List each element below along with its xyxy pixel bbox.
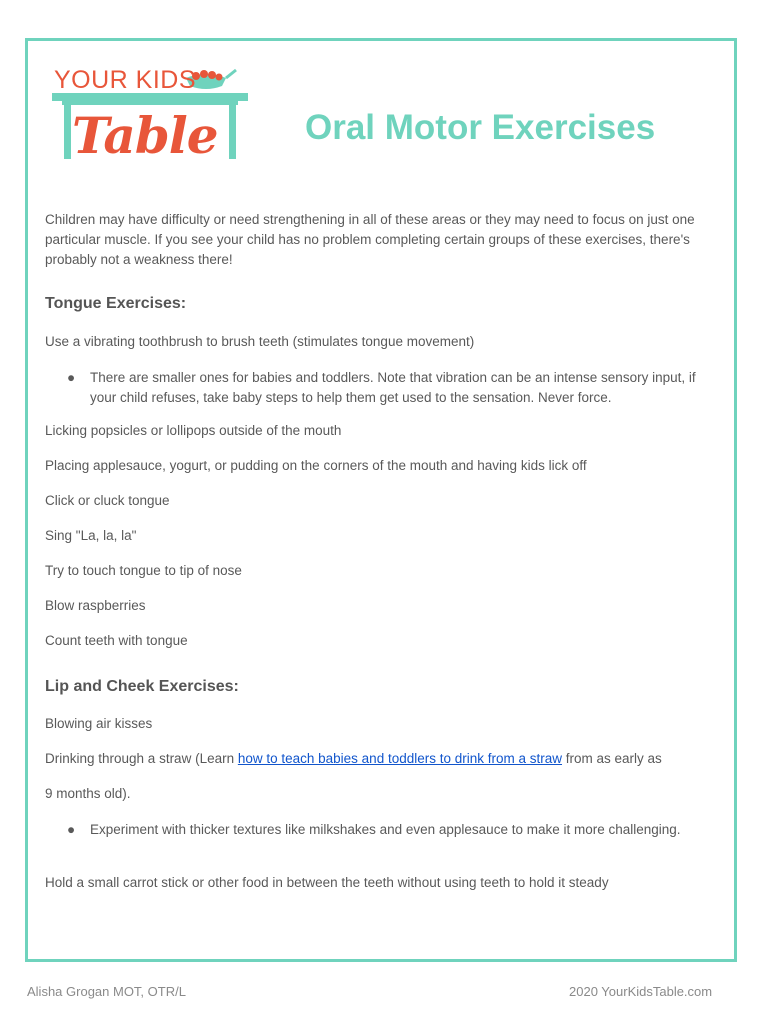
tongue-bullet: [67, 368, 707, 407]
intro-paragraph: Children may have difficulty or need strengthening in all of these areas or they may need to focus on just one particular muscle. If you see your child has no problem completing certain groups of these exercises, there's probably not a weakness there!: [45, 212, 695, 267]
tongue-item: Click or cluck tongue: [45, 493, 170, 508]
tongue-item: Sing "La, la, la": [45, 528, 137, 543]
lip-cheek-heading: Lip and Cheek Exercises:: [45, 678, 239, 695]
logo-text-script: Table: [72, 106, 218, 165]
logo-text-top: YOUR KIDS: [54, 66, 197, 94]
page-title: Oral Motor Exercises: [305, 108, 656, 147]
bullet-text: There are smaller ones for babies and toddlers. Note that vibration can be an intense sensory input, if your child refuses, take baby steps to help them get used to the sensation. Never force.: [90, 370, 696, 405]
lip-item: Blowing air kisses: [45, 716, 153, 731]
bullet-dot: ●: [67, 370, 76, 385]
tongue-item: Count teeth with tongue: [45, 633, 188, 648]
straw-text-after: from as early as: [562, 751, 662, 766]
straw-tutorial-link[interactable]: how to teach babies and toddlers to drink from a straw: [237, 751, 563, 766]
tongue-item: Use a vibrating toothbrush to brush teeth (stimulates tongue movement): [45, 334, 475, 349]
footer-author: Alisha Grogan MOT, OTR/L: [27, 984, 186, 999]
tongue-heading: Tongue Exercises:: [45, 295, 187, 312]
tongue-item: Blow raspberries: [45, 598, 146, 613]
your-kids-table-logo: [50, 66, 250, 176]
bullet-dot: ●: [67, 822, 76, 837]
lip-item: Hold a small carrot stick or other food in between the teeth without using teeth to hold it steady: [45, 875, 609, 890]
lip-bullet: [67, 820, 707, 840]
bullet-text: Experiment with thicker textures like milkshakes and even applesauce to make it more challenging.: [90, 822, 681, 837]
tongue-item: Placing applesauce, yogurt, or pudding on the corners of the mouth and having kids lick off: [45, 458, 587, 473]
tongue-item: Licking popsicles or lollipops outside of the mouth: [45, 423, 342, 438]
lip-item-straw: [45, 749, 721, 769]
tongue-item: Try to touch tongue to tip of nose: [45, 563, 242, 578]
straw-text-before: Drinking through a straw (Learn: [45, 751, 238, 766]
lip-item-straw-cont: 9 months old).: [45, 786, 131, 801]
footer-copyright: 2020 YourKidsTable.com: [569, 984, 713, 999]
